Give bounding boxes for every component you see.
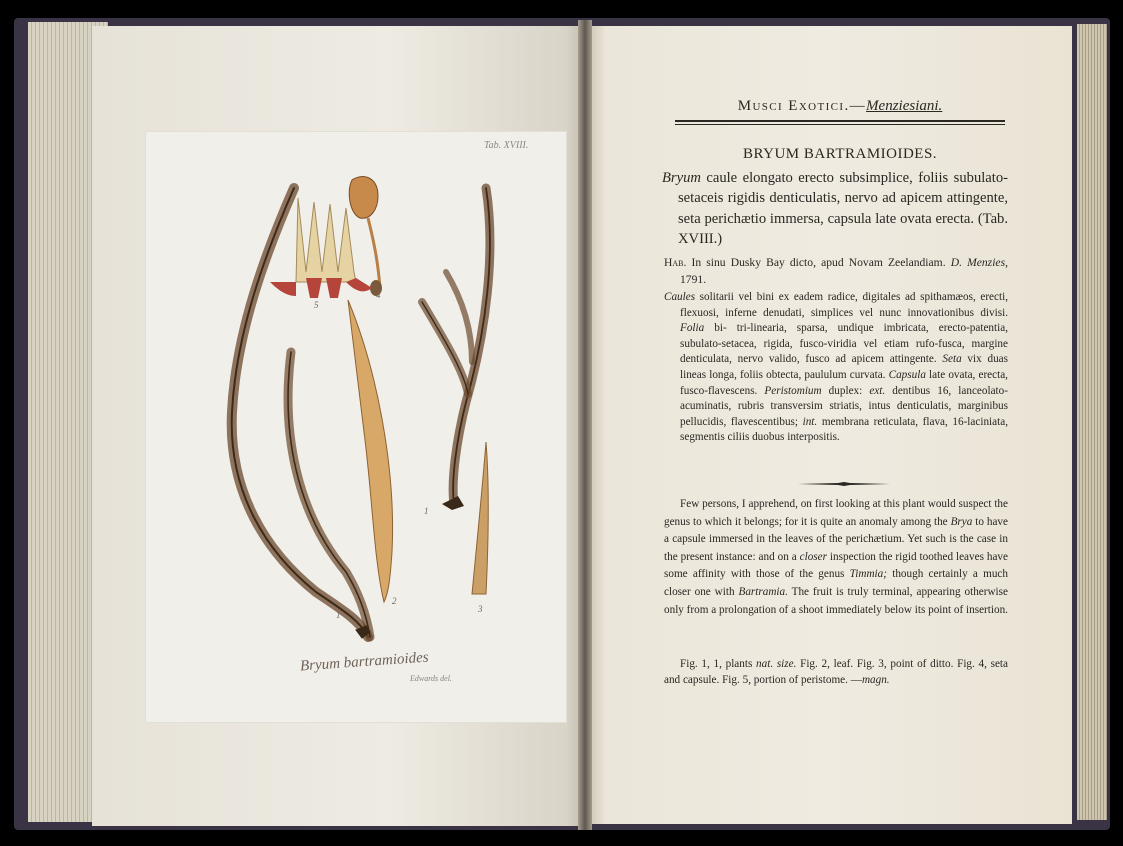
plate-caption: Bryum bartramioides — [299, 649, 430, 675]
plate-tab-label: Tab. XVIII. — [484, 140, 529, 151]
figure-number-2: 2 — [392, 596, 397, 606]
figure-number-5: 5 — [314, 300, 319, 310]
right-page-edges — [1077, 24, 1107, 820]
commentary-paragraph: Few persons, I apprehend, on first looking at this plant would suspect the genus to which it belongs; for it is quite an anomaly among the Brya to have a capsule immersed in the leaves of the perichætium. Yet such is the case in the present instance: and on a closer inspection the rigid toothed leaves have some affinity with those of the genus Timmia; though certainly a much closer one with Bartramia. The fruit is truly terminal, appearing otherwise only from a prolongation of a shoot immediately below its point of insertion. — [664, 498, 1008, 616]
diagnosis: Bryum caule elongato erecto subsimplice, foliis subulato-setaceis rigidis denticulatis, nervo ad apicem attingente, seta perichætio immersa, capsula late ovata erecta. (Tab. XVIII.) — [662, 170, 1008, 248]
habitat: Hab. In sinu Dusky Bay dicto, apud Novam Zeelandiam. D. Menzies, 1791. — [664, 256, 1008, 286]
figure-number-3: 3 — [478, 604, 483, 614]
running-head: Musci Exotici.—Menziesiani. — [737, 98, 943, 114]
book-gutter — [578, 20, 592, 830]
fig-3-leaf-point — [472, 442, 488, 594]
header-rule — [675, 120, 1005, 125]
figure-number-1b: 1 — [424, 506, 429, 516]
plate-artist: Edwards del. — [410, 674, 452, 683]
section-ornament — [798, 482, 890, 486]
description: Caules solitarii vel bini ex eadem radice, digitales ad spithamæos, erecti, flexuosi, inferne denudati, simplices vel nunc innovationibus divisi. Folia bi- tri-linearia, sparsa, undique imbricata, erecto-patentia, subulato-setacea, rigida, fusco-viridia vel etiam rufo-fusca, margine denticulata, nervo valido, fusco ad apicem attingente. Seta vix duas lineas longa, foliis obtecta, paululum curvata. Capsula late ovata, erecta, fusco-flavescens. Peristomium duplex: ext. dentibus 16, lanceolato-acuminatis, rubris transversim striatis, intus denticulatis, marginibus pellucidis, flavescentibus; int. membrana reticulata, flava, 16-laciniata, segmentis ciliis duobus interpositis. — [664, 291, 1008, 444]
species-title: BRYUM BARTRAMIOIDES. — [742, 146, 938, 162]
figure-number-4: 4 — [376, 290, 381, 300]
moss-illustration — [146, 132, 566, 722]
fig-1-right-plant — [422, 188, 490, 510]
fig-2-leaf — [348, 300, 393, 602]
figure-number-1a: 1 — [336, 610, 341, 620]
figure-legend: Fig. 1, 1, plants nat. size. Fig. 2, leaf. Fig. 3, point of ditto. Fig. 4, seta and capsule. Fig. 5, portion of peristome. —magn. — [664, 658, 1009, 686]
